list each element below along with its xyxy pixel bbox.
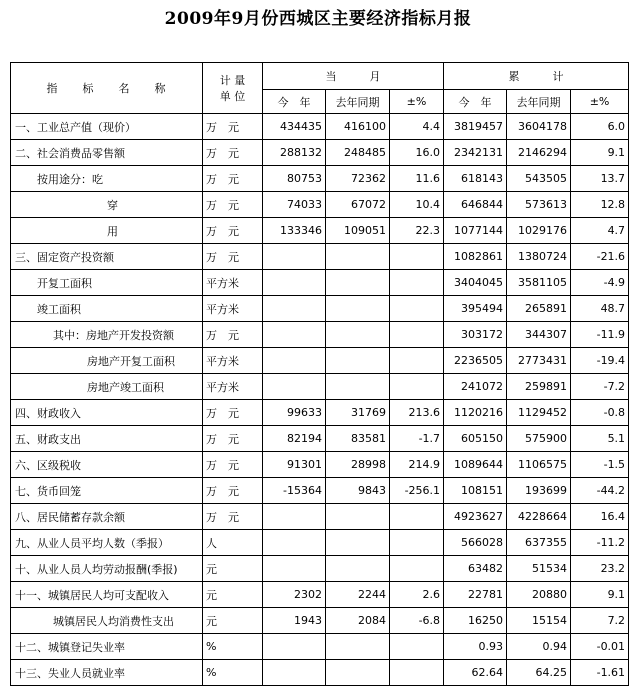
month-change-cell: 22.3 — [390, 218, 444, 244]
unit-cell: 万 元 — [203, 140, 263, 166]
header-cum-change: ±% — [571, 90, 629, 114]
header-current-month: 当 月 — [263, 63, 444, 90]
header-month-change: ±% — [390, 90, 444, 114]
cumulative-last-year-cell: 15154 — [507, 608, 571, 634]
cumulative-last-year-cell: 344307 — [507, 322, 571, 348]
month-this-year-cell: 133346 — [263, 218, 326, 244]
month-change-cell: 4.4 — [390, 114, 444, 140]
unit-cell: 万 元 — [203, 426, 263, 452]
cumulative-change-cell: -4.9 — [571, 270, 629, 296]
month-last-year-cell — [326, 530, 390, 556]
indicator-name-cell: 十二、城镇登记失业率 — [11, 634, 203, 660]
table-row — [11, 660, 629, 686]
header-indicator-name: 指 标 名 称 — [11, 63, 203, 114]
cumulative-change-cell: -19.4 — [571, 348, 629, 374]
unit-cell: 万 元 — [203, 192, 263, 218]
table-row — [11, 244, 629, 270]
cumulative-this-year-cell: 395494 — [444, 296, 507, 322]
cumulative-this-year-cell: 618143 — [444, 166, 507, 192]
cumulative-this-year-cell: 4923627 — [444, 504, 507, 530]
table-row — [11, 634, 629, 660]
unit-cell: 万 元 — [203, 114, 263, 140]
month-this-year-cell — [263, 504, 326, 530]
month-last-year-cell — [326, 556, 390, 582]
indicator-name-cell: 一、工业总产值（现价） — [11, 114, 203, 140]
cumulative-change-cell: -21.6 — [571, 244, 629, 270]
month-last-year-cell: 72362 — [326, 166, 390, 192]
month-last-year-cell: 2244 — [326, 582, 390, 608]
cumulative-this-year-cell: 2342131 — [444, 140, 507, 166]
cumulative-last-year-cell: 3604178 — [507, 114, 571, 140]
header-cumulative: 累 计 — [444, 63, 629, 90]
indicator-name-cell: 城镇居民人均消费性支出 — [11, 608, 203, 634]
unit-cell: 万 元 — [203, 452, 263, 478]
cumulative-last-year-cell: 637355 — [507, 530, 571, 556]
cumulative-this-year-cell: 1077144 — [444, 218, 507, 244]
cumulative-this-year-cell: 2236505 — [444, 348, 507, 374]
month-change-cell — [390, 322, 444, 348]
month-change-cell: 10.4 — [390, 192, 444, 218]
month-this-year-cell — [263, 556, 326, 582]
indicator-name-cell: 竣工面积 — [11, 296, 203, 322]
header-unit-line2: 单 位 — [219, 90, 246, 103]
cumulative-this-year-cell: 0.93 — [444, 634, 507, 660]
cumulative-last-year-cell: 2146294 — [507, 140, 571, 166]
indicator-name-cell: 七、货币回笼 — [11, 478, 203, 504]
table-row — [11, 504, 629, 530]
cumulative-last-year-cell: 1106575 — [507, 452, 571, 478]
unit-cell: 万 元 — [203, 218, 263, 244]
month-this-year-cell: 74033 — [263, 192, 326, 218]
cumulative-change-cell: 6.0 — [571, 114, 629, 140]
month-this-year-cell — [263, 374, 326, 400]
month-change-cell — [390, 504, 444, 530]
cumulative-last-year-cell: 543505 — [507, 166, 571, 192]
cumulative-change-cell: 16.4 — [571, 504, 629, 530]
cumulative-this-year-cell: 62.64 — [444, 660, 507, 686]
indicator-name-cell: 十三、失业人员就业率 — [11, 660, 203, 686]
month-change-cell — [390, 530, 444, 556]
table-row — [11, 166, 629, 192]
table-row — [11, 582, 629, 608]
cumulative-last-year-cell: 265891 — [507, 296, 571, 322]
cumulative-last-year-cell: 20880 — [507, 582, 571, 608]
table-row — [11, 478, 629, 504]
indicator-name-cell: 五、财政支出 — [11, 426, 203, 452]
cumulative-last-year-cell: 573613 — [507, 192, 571, 218]
table-row — [11, 530, 629, 556]
table-row — [11, 452, 629, 478]
month-this-year-cell — [263, 270, 326, 296]
header-unit — [203, 63, 263, 114]
header-month-this-year: 今 年 — [263, 90, 326, 114]
cumulative-change-cell: 48.7 — [571, 296, 629, 322]
month-last-year-cell: 67072 — [326, 192, 390, 218]
unit-cell: 万 元 — [203, 322, 263, 348]
month-this-year-cell — [263, 296, 326, 322]
month-this-year-cell: 288132 — [263, 140, 326, 166]
unit-cell: 万 元 — [203, 478, 263, 504]
cumulative-this-year-cell: 566028 — [444, 530, 507, 556]
month-change-cell — [390, 348, 444, 374]
unit-cell: 万 元 — [203, 504, 263, 530]
month-last-year-cell — [326, 660, 390, 686]
unit-cell: % — [203, 660, 263, 686]
cumulative-last-year-cell: 2773431 — [507, 348, 571, 374]
month-last-year-cell: 83581 — [326, 426, 390, 452]
indicator-name-cell: 其中：房地产开发投资额 — [11, 322, 203, 348]
cumulative-change-cell: 4.7 — [571, 218, 629, 244]
cumulative-last-year-cell: 193699 — [507, 478, 571, 504]
header-cum-this-year: 今 年 — [444, 90, 507, 114]
table-row — [11, 218, 629, 244]
month-this-year-cell — [263, 660, 326, 686]
table-row — [11, 348, 629, 374]
unit-cell: 万 元 — [203, 166, 263, 192]
cumulative-change-cell: -1.61 — [571, 660, 629, 686]
cumulative-this-year-cell: 1089644 — [444, 452, 507, 478]
cumulative-last-year-cell: 1129452 — [507, 400, 571, 426]
header-cum-last-year: 去年同期 — [507, 90, 571, 114]
month-last-year-cell: 9843 — [326, 478, 390, 504]
cumulative-last-year-cell: 3581105 — [507, 270, 571, 296]
month-this-year-cell — [263, 244, 326, 270]
unit-cell: 元 — [203, 556, 263, 582]
cumulative-this-year-cell: 1120216 — [444, 400, 507, 426]
month-this-year-cell: 434435 — [263, 114, 326, 140]
cumulative-change-cell: -1.5 — [571, 452, 629, 478]
cumulative-this-year-cell: 3404045 — [444, 270, 507, 296]
indicator-name-cell: 十、从业人员人均劳动报酬(季报) — [11, 556, 203, 582]
month-change-cell: 214.9 — [390, 452, 444, 478]
cumulative-this-year-cell: 16250 — [444, 608, 507, 634]
cumulative-change-cell: -11.2 — [571, 530, 629, 556]
indicator-name-cell: 房地产竣工面积 — [11, 374, 203, 400]
month-this-year-cell: 80753 — [263, 166, 326, 192]
indicator-name-cell: 二、社会消费品零售额 — [11, 140, 203, 166]
month-change-cell: 2.6 — [390, 582, 444, 608]
unit-cell: % — [203, 634, 263, 660]
month-this-year-cell: 1943 — [263, 608, 326, 634]
indicator-name-cell: 按用途分：吃 — [11, 166, 203, 192]
cumulative-change-cell: 7.2 — [571, 608, 629, 634]
unit-cell: 平方米 — [203, 374, 263, 400]
month-last-year-cell: 416100 — [326, 114, 390, 140]
month-change-cell — [390, 374, 444, 400]
cumulative-change-cell: 9.1 — [571, 140, 629, 166]
month-change-cell: -6.8 — [390, 608, 444, 634]
cumulative-change-cell: 13.7 — [571, 166, 629, 192]
table-row — [11, 114, 629, 140]
month-change-cell — [390, 660, 444, 686]
month-this-year-cell — [263, 322, 326, 348]
cumulative-last-year-cell: 1380724 — [507, 244, 571, 270]
month-change-cell — [390, 296, 444, 322]
table-header — [11, 63, 629, 114]
indicator-name-cell: 用 — [11, 218, 203, 244]
cumulative-change-cell: -0.01 — [571, 634, 629, 660]
indicator-name-cell: 开复工面积 — [11, 270, 203, 296]
month-this-year-cell: 91301 — [263, 452, 326, 478]
table-row — [11, 400, 629, 426]
cumulative-last-year-cell: 0.94 — [507, 634, 571, 660]
unit-cell: 平方米 — [203, 270, 263, 296]
cumulative-last-year-cell: 1029176 — [507, 218, 571, 244]
month-last-year-cell: 31769 — [326, 400, 390, 426]
indicators-table — [10, 62, 629, 686]
month-change-cell — [390, 634, 444, 660]
table-row — [11, 140, 629, 166]
month-this-year-cell — [263, 530, 326, 556]
cumulative-change-cell: 23.2 — [571, 556, 629, 582]
cumulative-last-year-cell: 259891 — [507, 374, 571, 400]
month-change-cell: 11.6 — [390, 166, 444, 192]
cumulative-last-year-cell: 575900 — [507, 426, 571, 452]
cumulative-this-year-cell: 241072 — [444, 374, 507, 400]
indicator-name-cell: 八、居民储蓄存款余额 — [11, 504, 203, 530]
cumulative-this-year-cell: 22781 — [444, 582, 507, 608]
cumulative-change-cell: -44.2 — [571, 478, 629, 504]
header-unit-line1: 计 量 — [219, 74, 246, 87]
unit-cell: 元 — [203, 608, 263, 634]
month-change-cell: 213.6 — [390, 400, 444, 426]
month-last-year-cell — [326, 504, 390, 530]
month-change-cell: -1.7 — [390, 426, 444, 452]
unit-cell: 万 元 — [203, 400, 263, 426]
month-last-year-cell: 248485 — [326, 140, 390, 166]
unit-cell: 人 — [203, 530, 263, 556]
unit-cell: 元 — [203, 582, 263, 608]
table-row — [11, 192, 629, 218]
indicator-name-cell: 三、固定资产投资额 — [11, 244, 203, 270]
cumulative-this-year-cell: 108151 — [444, 478, 507, 504]
cumulative-last-year-cell: 51534 — [507, 556, 571, 582]
table-row — [11, 556, 629, 582]
cumulative-this-year-cell: 3819457 — [444, 114, 507, 140]
month-this-year-cell: 2302 — [263, 582, 326, 608]
month-change-cell — [390, 270, 444, 296]
cumulative-change-cell: -7.2 — [571, 374, 629, 400]
month-last-year-cell: 109051 — [326, 218, 390, 244]
unit-cell: 平方米 — [203, 296, 263, 322]
month-last-year-cell — [326, 244, 390, 270]
table-row — [11, 270, 629, 296]
cumulative-change-cell: 12.8 — [571, 192, 629, 218]
cumulative-last-year-cell: 64.25 — [507, 660, 571, 686]
month-change-cell: 16.0 — [390, 140, 444, 166]
cumulative-last-year-cell: 4228664 — [507, 504, 571, 530]
report-title: 2009年9月份西城区主要经济指标月报 — [164, 9, 472, 29]
month-last-year-cell — [326, 296, 390, 322]
indicator-name-cell: 十一、城镇居民人均可支配收入 — [11, 582, 203, 608]
month-last-year-cell — [326, 374, 390, 400]
unit-cell: 平方米 — [203, 348, 263, 374]
unit-cell: 万 元 — [203, 244, 263, 270]
month-last-year-cell: 28998 — [326, 452, 390, 478]
indicator-name-cell: 九、从业人员平均人数（季报） — [11, 530, 203, 556]
table-row — [11, 322, 629, 348]
month-this-year-cell: 99633 — [263, 400, 326, 426]
month-this-year-cell: -15364 — [263, 478, 326, 504]
month-this-year-cell — [263, 634, 326, 660]
month-change-cell: -256.1 — [390, 478, 444, 504]
month-change-cell — [390, 244, 444, 270]
month-this-year-cell: 82194 — [263, 426, 326, 452]
cumulative-change-cell: 5.1 — [571, 426, 629, 452]
indicator-name-cell: 穿 — [11, 192, 203, 218]
month-last-year-cell — [326, 348, 390, 374]
table-row — [11, 426, 629, 452]
cumulative-change-cell: 9.1 — [571, 582, 629, 608]
cumulative-this-year-cell: 303172 — [444, 322, 507, 348]
cumulative-change-cell: -0.8 — [571, 400, 629, 426]
indicator-name-cell: 六、区级税收 — [11, 452, 203, 478]
table-row — [11, 296, 629, 322]
cumulative-this-year-cell: 63482 — [444, 556, 507, 582]
cumulative-change-cell: -11.9 — [571, 322, 629, 348]
cumulative-this-year-cell: 646844 — [444, 192, 507, 218]
table-body — [11, 114, 629, 686]
header-row-1 — [11, 63, 629, 90]
month-this-year-cell — [263, 348, 326, 374]
month-last-year-cell — [326, 322, 390, 348]
month-change-cell — [390, 556, 444, 582]
table-row — [11, 608, 629, 634]
month-last-year-cell — [326, 634, 390, 660]
month-last-year-cell: 2084 — [326, 608, 390, 634]
indicator-name-cell: 四、财政收入 — [11, 400, 203, 426]
table-row — [11, 374, 629, 400]
indicator-name-cell: 房地产开复工面积 — [11, 348, 203, 374]
header-month-last-year: 去年同期 — [326, 90, 390, 114]
cumulative-this-year-cell: 1082861 — [444, 244, 507, 270]
cumulative-this-year-cell: 605150 — [444, 426, 507, 452]
month-last-year-cell — [326, 270, 390, 296]
